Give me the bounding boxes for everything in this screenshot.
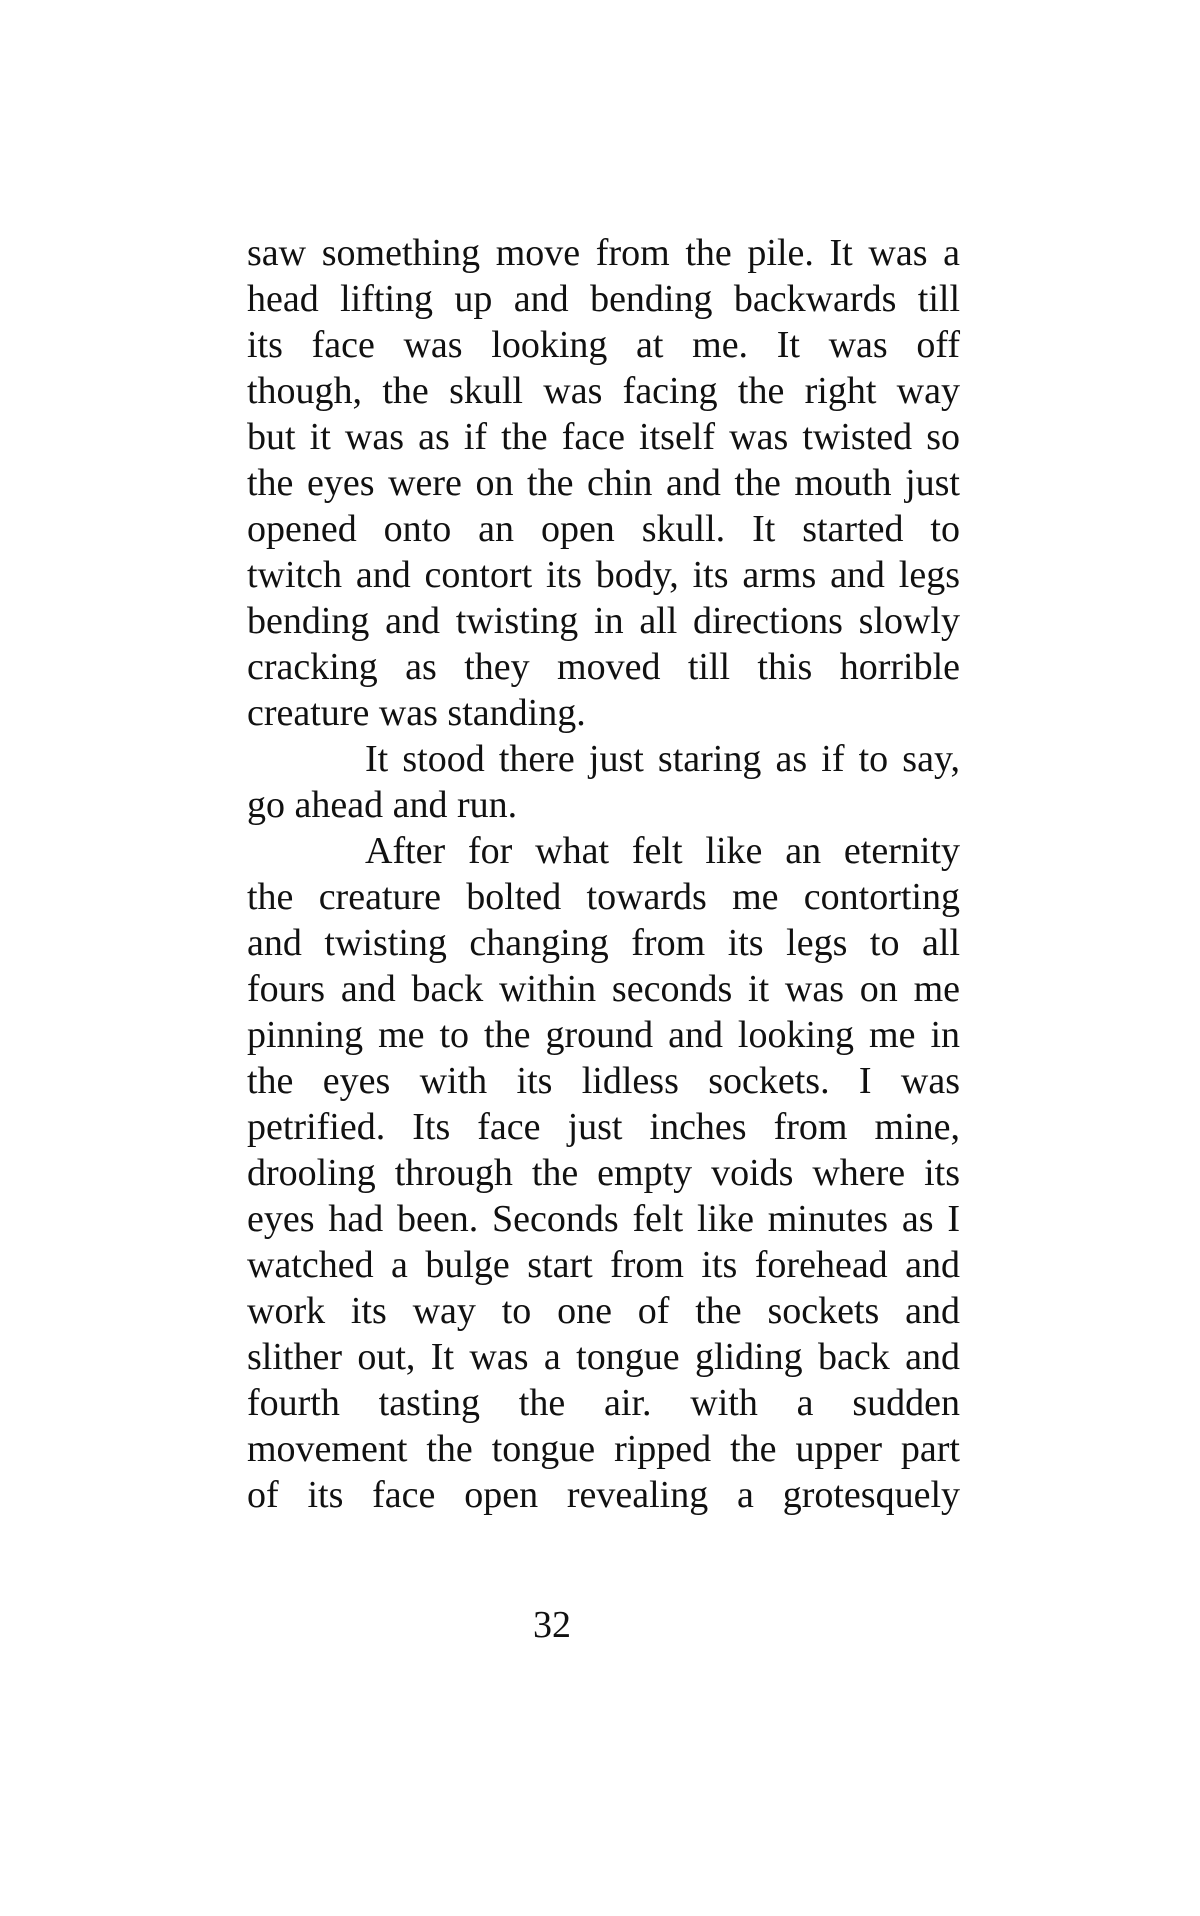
text-line: petrified. Its face just inches from mine, <box>247 1106 960 1148</box>
text-line: fours and back within seconds it was on me <box>247 968 960 1010</box>
text-line: bending and twisting in all directions slowly <box>247 600 960 642</box>
text-line: the eyes with its lidless sockets. I was <box>247 1060 960 1102</box>
text-line: though, the skull was facing the right way <box>247 370 960 412</box>
text-line: creature was standing. <box>247 692 586 734</box>
text-line: slither out, It was a tongue gliding back and <box>247 1336 960 1378</box>
page-text <box>247 230 960 1518</box>
text-line: head lifting up and bending backwards till <box>247 278 960 320</box>
text-line: and twisting changing from its legs to all <box>247 922 960 964</box>
text-line: movement the tongue ripped the upper part <box>247 1428 960 1470</box>
text-line: fourth tasting the air. with a sudden <box>247 1382 960 1424</box>
text-line: pinning me to the ground and looking me in <box>247 1014 960 1056</box>
text-line: its face was looking at me. It was off <box>247 324 960 366</box>
text-line: the eyes were on the chin and the mouth just <box>247 462 960 504</box>
text-line: It stood there just staring as if to say, <box>365 738 960 780</box>
text-line: watched a bulge start from its forehead and <box>247 1244 960 1286</box>
text-line: of its face open revealing a grotesquely <box>247 1474 960 1516</box>
text-line: the creature bolted towards me contorting <box>247 876 960 918</box>
text-line: saw something move from the pile. It was a <box>247 232 960 274</box>
page-number: 32 <box>533 1604 571 1646</box>
text-line: After for what felt like an eternity <box>365 830 960 872</box>
text-line: go ahead and run. <box>247 784 518 826</box>
text-line: opened onto an open skull. It started to <box>247 508 960 550</box>
text-line: cracking as they moved till this horrible <box>247 646 960 688</box>
text-line: but it was as if the face itself was twisted so <box>247 416 960 458</box>
text-line: drooling through the empty voids where its <box>247 1152 960 1194</box>
text-line: eyes had been. Seconds felt like minutes as I <box>247 1198 960 1240</box>
text-line: work its way to one of the sockets and <box>247 1290 960 1332</box>
text-line: twitch and contort its body, its arms and legs <box>247 554 960 596</box>
